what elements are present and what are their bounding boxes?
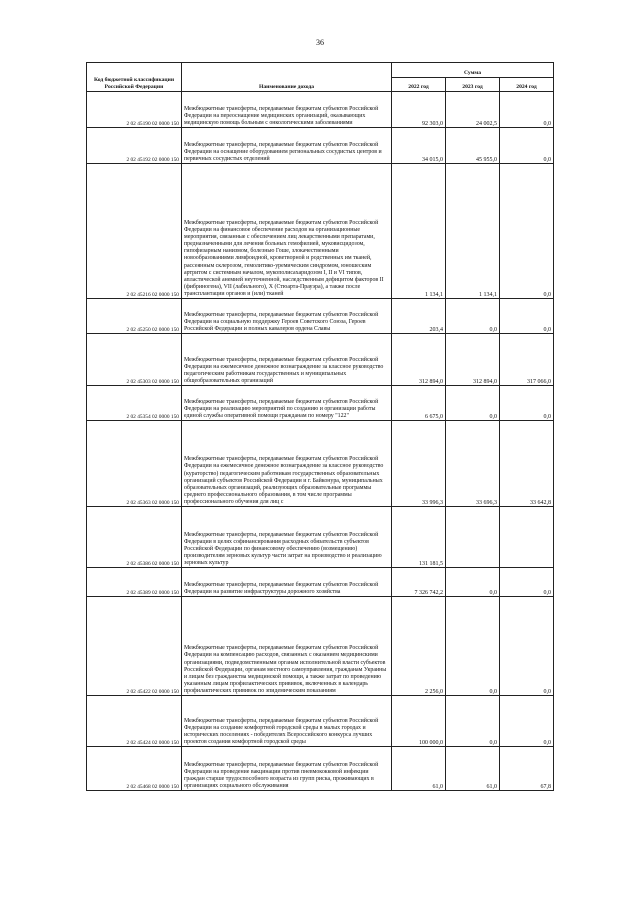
revenue-table: [86, 62, 554, 791]
row-value-2023: 0,0: [446, 299, 500, 334]
table-row: [87, 421, 554, 507]
table-row: [87, 507, 554, 568]
row-value-2023: 24 002,5: [446, 92, 500, 128]
row-value-2024: 0,0: [500, 299, 554, 334]
row-value-2024: 67,8: [500, 747, 554, 791]
table-row: [87, 164, 554, 299]
header-code: Код бюджетной классификации Российской Федерации: [87, 63, 182, 92]
row-value-2024: 317 066,0: [500, 334, 554, 386]
row-value-2023: 0,0: [446, 568, 500, 597]
row-code: 2 02 45216 02 0000 150: [87, 164, 182, 299]
row-value-2023: 0,0: [446, 597, 500, 696]
row-value-2022: 312 894,0: [392, 334, 446, 386]
row-value-2023: 33 696,3: [446, 421, 500, 507]
row-value-2022: 33 996,3: [392, 421, 446, 507]
row-value-2024: 33 642,8: [500, 421, 554, 507]
row-code: 2 02 45468 02 0000 150: [87, 747, 182, 791]
table-row: [87, 334, 554, 386]
row-code: 2 02 45424 02 0000 150: [87, 696, 182, 747]
row-value-2023: 0,0: [446, 696, 500, 747]
page-number: 36: [316, 38, 324, 47]
row-code: 2 02 45192 02 0000 150: [87, 128, 182, 164]
row-code: 2 02 45250 02 0000 150: [87, 299, 182, 334]
table-row: [87, 568, 554, 597]
row-code: 2 02 45363 02 0000 150: [87, 421, 182, 507]
header-year-2023: 2023 год: [446, 78, 500, 92]
row-code: 2 02 45422 02 0000 150: [87, 597, 182, 696]
table-row: [87, 597, 554, 696]
row-value-2024: 0,0: [500, 696, 554, 747]
row-value-2022: 203,4: [392, 299, 446, 334]
row-value-2023: 0,0: [446, 386, 500, 421]
row-value-2023: [446, 507, 500, 568]
row-name: Межбюджетные трансферты, передаваемые бюджетам субъектов Российской Федерации на развитие инфраструктуры дорожного хозяйства: [182, 568, 392, 597]
row-name: Межбюджетные трансферты, передаваемые бюджетам субъектов Российской Федерации на ежемесячное денежное вознаграждение за классное руководство педагогическим работникам государственных и муниципальных общеобразовательных организаций: [182, 334, 392, 386]
row-value-2022: 34 015,0: [392, 128, 446, 164]
row-code: 2 02 45386 02 0000 150: [87, 507, 182, 568]
header-name: Наименование дохода: [182, 63, 392, 92]
table-row: [87, 386, 554, 421]
row-code: 2 02 45354 02 0000 150: [87, 386, 182, 421]
row-value-2022: 100 000,0: [392, 696, 446, 747]
header-year-2022: 2022 год: [392, 78, 446, 92]
row-value-2022: 7 326 742,2: [392, 568, 446, 597]
row-value-2022: 2 256,0: [392, 597, 446, 696]
table-row: [87, 747, 554, 791]
row-value-2024: 0,0: [500, 92, 554, 128]
row-value-2024: 0,0: [500, 164, 554, 299]
row-name: Межбюджетные трансферты, передаваемые бюджетам субъектов Российской Федерации на создание комфортной городской среды в малых городах и исторических поселениях - победителях Всероссийского конкурса лучших проектов создания комфортной городской среды: [182, 696, 392, 747]
row-name: Межбюджетные трансферты, передаваемые бюджетам субъектов Российской Федерации на финансовое обеспечение расходов на организационные мероприятия, связанные с обеспечением лиц лекарственными препаратами, предназначенными для лечения больных гемофилией, муковисцидозом, гипофизарным нанизмом, болезнью Гоше, злокачественными новообразованиями лимфоидной, кроветворной и родственных им тканей, рассеянным склерозом, гемолитико-уремическим синдромом, юношеским артритом с системным началом, мукополисахаридозом I, II и VI типов, апластической анемией неуточненной, наследственным дефицитом факторов II (фибриногена), VII (лабильного), X (Стюарта-Прауэра), а также после трансплантации органов и (или) тканей: [182, 164, 392, 299]
row-name: Межбюджетные трансферты, передаваемые бюджетам субъектов Российской Федерации на реализацию мероприятий по созданию и организации работы единой службы оперативной помощи гражданам по номеру "122": [182, 386, 392, 421]
row-value-2022: 1 134,1: [392, 164, 446, 299]
row-code: 2 02 45303 02 0000 150: [87, 334, 182, 386]
table-row: [87, 128, 554, 164]
row-name: Межбюджетные трансферты, передаваемые бюджетам субъектов Российской Федерации в целях софинансирования расходных обязательств субъектов Российской Федерации по финансовому обеспечению (возмещению) производителям зерновых культур части затрат на производство и реализацию зерновых культур: [182, 507, 392, 568]
row-value-2023: 312 894,0: [446, 334, 500, 386]
row-value-2024: 0,0: [500, 568, 554, 597]
row-name: Межбюджетные трансферты, передаваемые бюджетам субъектов Российской Федерации на оснащение оборудованием региональных сосудистых центров и первичных сосудистых отделений: [182, 128, 392, 164]
row-value-2022: 61,0: [392, 747, 446, 791]
header-year-2024: 2024 год: [500, 78, 554, 92]
header-sum: Сумма: [392, 63, 554, 78]
row-name: Межбюджетные трансферты, передаваемые бюджетам субъектов Российской Федерации на переоснащение медицинских организаций, оказывающих медицинскую помощь больным с онкологическими заболеваниями: [182, 92, 392, 128]
row-value-2023: 1 134,1: [446, 164, 500, 299]
row-value-2022: 6 675,0: [392, 386, 446, 421]
row-name: Межбюджетные трансферты, передаваемые бюджетам субъектов Российской Федерации на компенсацию расходов, связанных с оказанием медицинскими организациями, подведомственными органам исполнительной власти субъектов Российской Федерации, органам местного самоуправления, гражданам Украины и лицам без гражданства медицинской помощи, а также затрат по проведению указанным лицам профилактических прививок, включенных в календарь профилактических прививок по эпидемическим показаниям: [182, 597, 392, 696]
table-row: [87, 299, 554, 334]
row-value-2023: 45 955,0: [446, 128, 500, 164]
row-name: Межбюджетные трансферты, передаваемые бюджетам субъектов Российской Федерации на проведение вакцинации против пневмококковой инфекции граждан старше трудоспособного возраста из групп риска, проживающих в организациях социального обслуживания: [182, 747, 392, 791]
table-row: [87, 696, 554, 747]
row-value-2022: 92 303,0: [392, 92, 446, 128]
table-row: [87, 92, 554, 128]
row-value-2024: [500, 507, 554, 568]
row-code: 2 02 45389 02 0000 150: [87, 568, 182, 597]
row-name: Межбюджетные трансферты, передаваемые бюджетам субъектов Российской Федерации на социальную поддержку Героев Советского Союза, Героев Российской Федерации и полных кавалеров ордена Славы: [182, 299, 392, 334]
row-value-2023: 61,0: [446, 747, 500, 791]
row-name: Межбюджетные трансферты, передаваемые бюджетам субъектов Российской Федерации на ежемесячное денежное вознаграждение за классное руководство (кураторство) педагогическим работникам государственных образовательных организаций субъектов Российской Федерации и г. Байконура, муниципальных образовательных организаций, реализующих образовательные программы среднего профессионального образования, в том числе программы профессионального обучения для лиц с: [182, 421, 392, 507]
row-code: 2 02 45190 02 0000 150: [87, 92, 182, 128]
row-value-2024: 0,0: [500, 597, 554, 696]
row-value-2024: 0,0: [500, 128, 554, 164]
row-value-2024: 0,0: [500, 386, 554, 421]
row-value-2022: 131 181,5: [392, 507, 446, 568]
